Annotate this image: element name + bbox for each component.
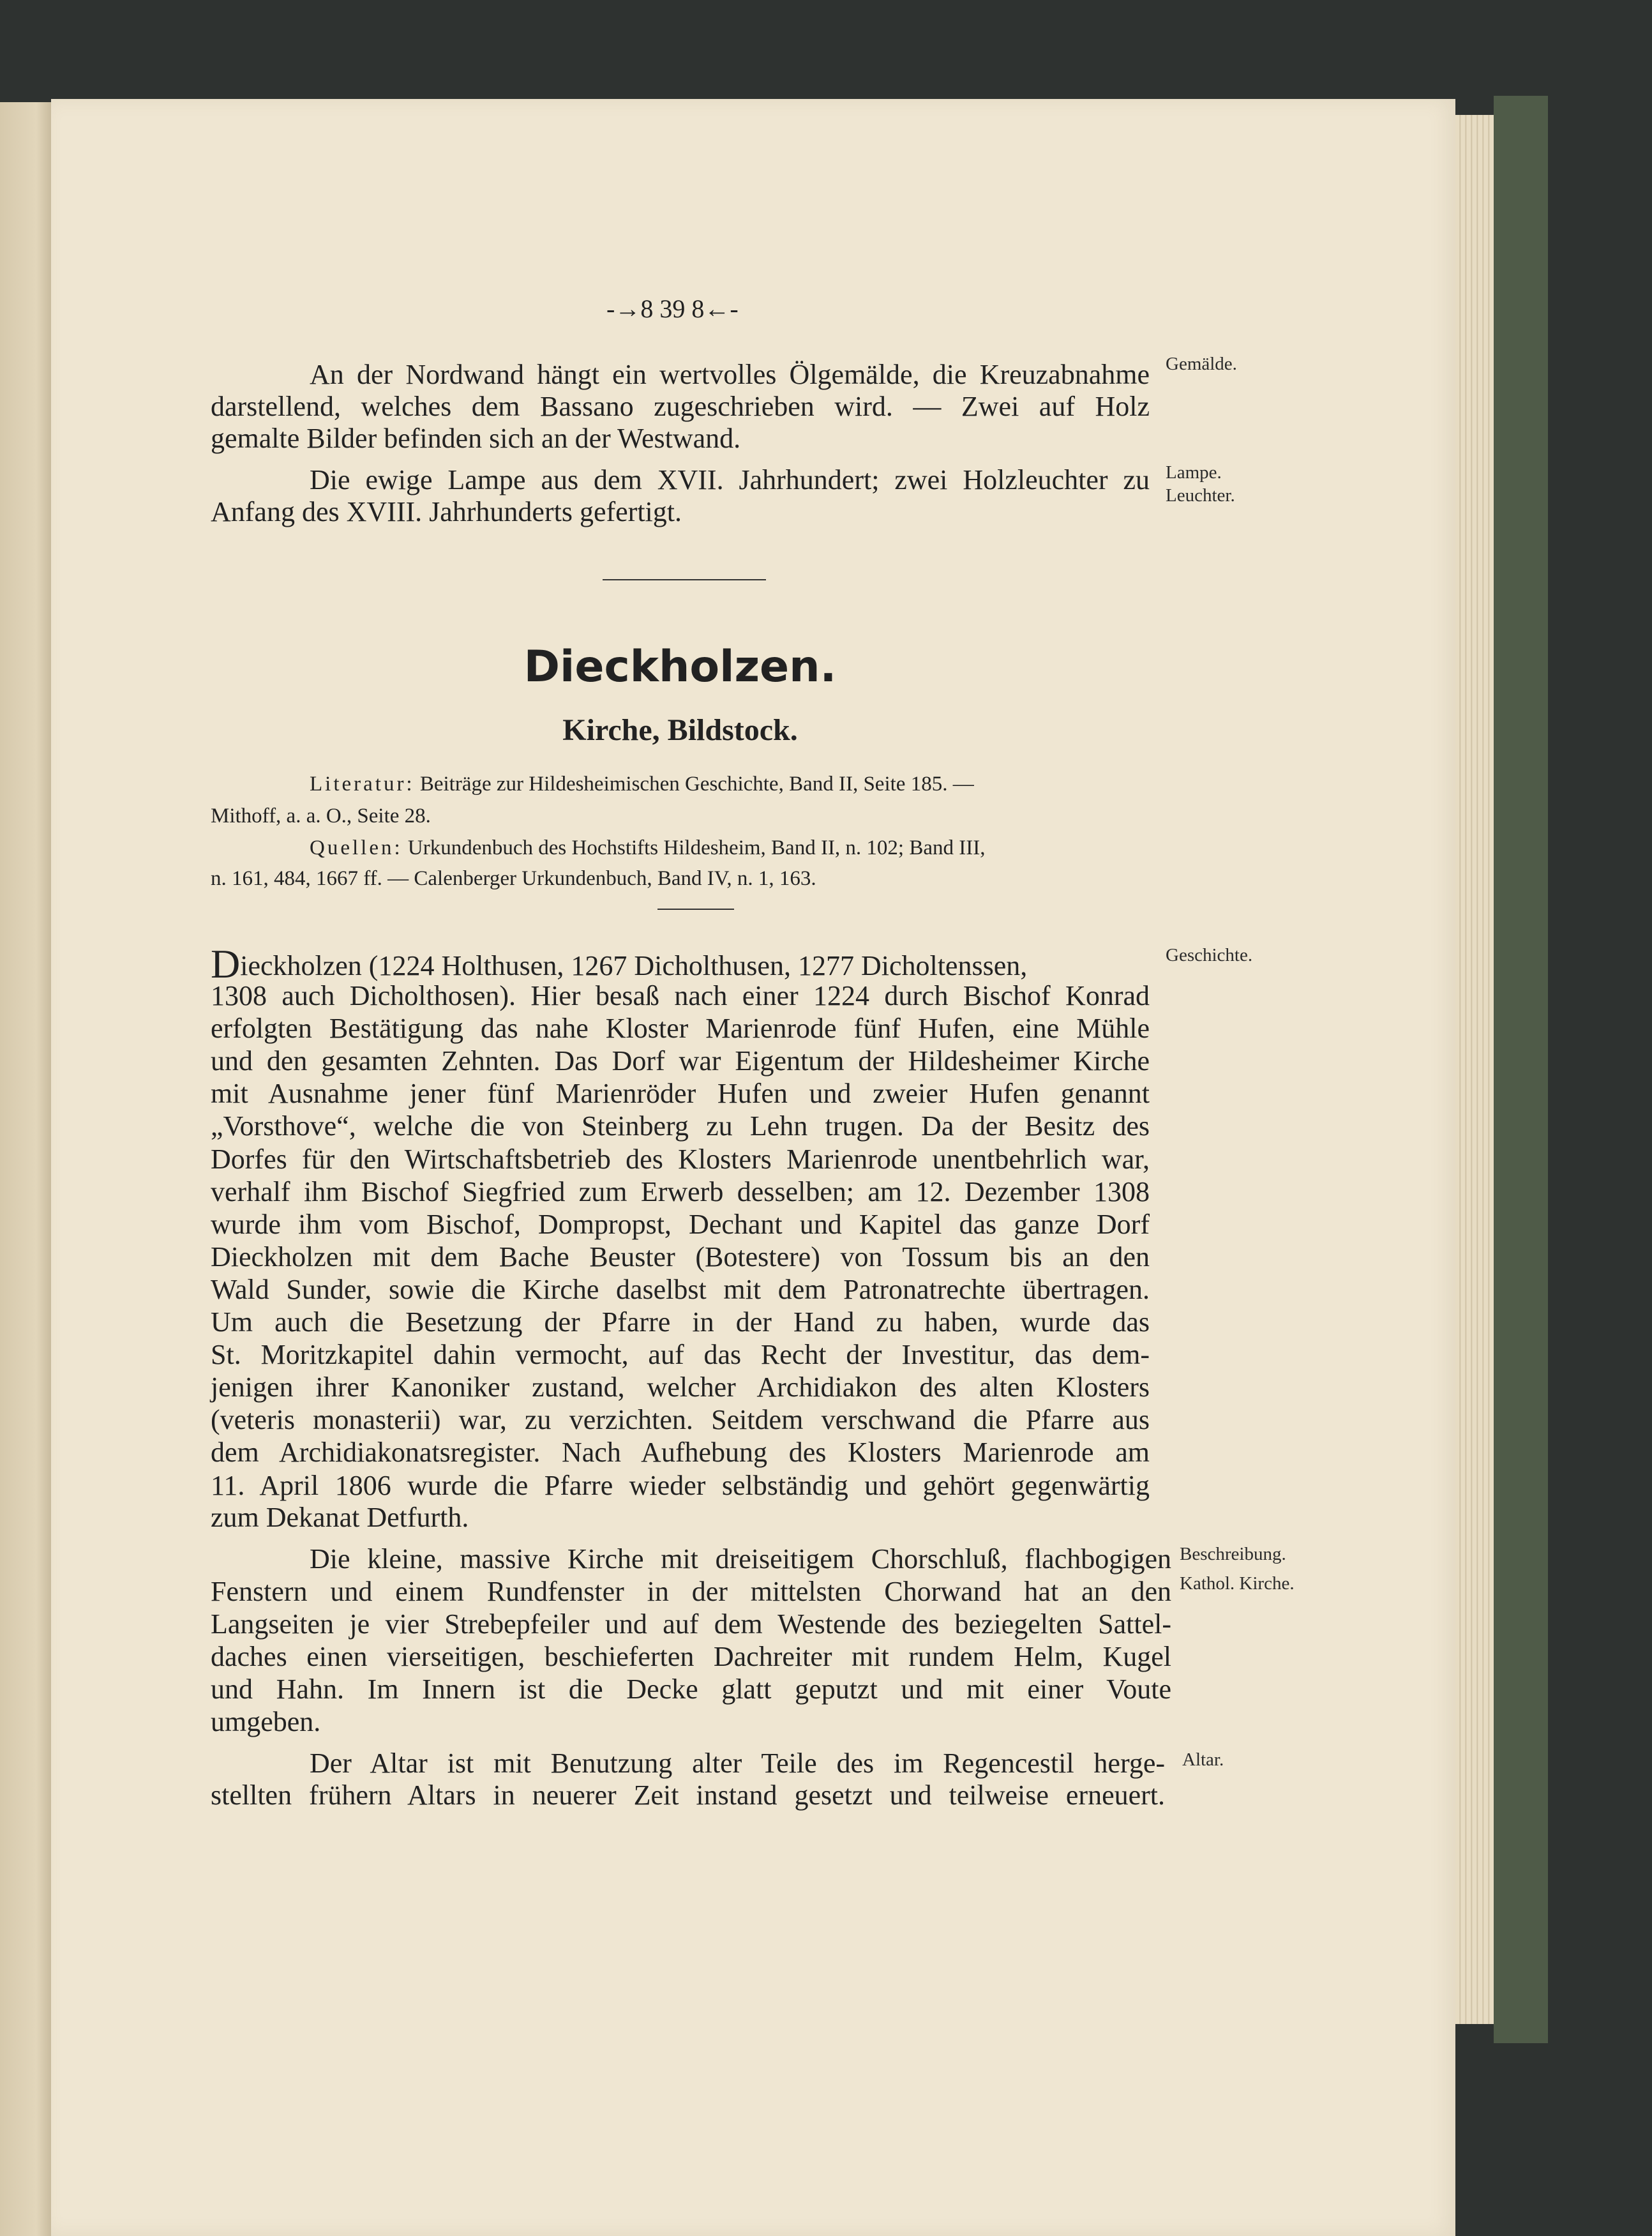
page-block-edges	[1455, 115, 1494, 2024]
page-title: Dieckholzen.	[523, 642, 837, 692]
quellen-line-2: n. 161, 484, 1667 ff. — Calenberger Urkundenbuch, Band IV, n. 1, 163.	[211, 867, 816, 890]
intro-line-5: Anfang des XVIII. Jahrhunderts gefertigt.	[211, 496, 682, 527]
beschreibung-line: Fenstern und einem Rundfenster in der mittelsten Chorwand hat an den	[211, 1576, 1171, 1607]
literatur-label: Literatur:	[310, 773, 415, 796]
quellen-text: Urkundenbuch des Hochstifts Hildesheim, Band II, n. 102; Band III,	[407, 836, 986, 859]
intro-line-4: Die ewige Lampe aus dem XVII. Jahrhundert; zwei Holzleuchter zu	[310, 464, 1150, 495]
literatur-line-2: Mithoff, a. a. O., Seite 28.	[211, 805, 431, 827]
margin-note-gemaelde: Gemälde.	[1166, 354, 1237, 374]
section-divider	[603, 579, 766, 580]
page-number: -→8 39 8←-	[606, 294, 739, 323]
geschichte-line: dem Archidiakonatsregister. Nach Aufhebung des Klosters Marienrode am	[211, 1437, 1150, 1469]
altar-line-1: Der Altar ist mit Benutzung alter Teile des im Regencestil herge-	[310, 1748, 1165, 1779]
drop-cap: D	[211, 941, 241, 986]
margin-note-geschichte: Geschichte.	[1166, 945, 1253, 965]
geschichte-line: St. Moritzkapitel dahin vermocht, auf das Recht der Investitur, das dem-	[211, 1339, 1150, 1371]
geschichte-last-line: zum Dekanat Detfurth.	[211, 1502, 469, 1533]
geschichte-line: jenigen ihrer Kanoniker zustand, welcher Archidiakon des alten Klosters	[211, 1371, 1150, 1403]
intro-line-1: An der Nordwand hängt ein wertvolles Ölgemälde, die Kreuzabnahme	[310, 359, 1150, 390]
geschichte-line: 11. April 1806 wurde die Pfarre wieder selbständig und gehört gegenwärtig	[211, 1469, 1150, 1501]
altar-line-2: stellten frühern Altars in neuerer Zeit instand gesetzt und teilweise erneuert.	[211, 1779, 1165, 1811]
geschichte-line: Wald Sunder, sowie die Kirche daselbst mit dem Patronatrechte übertragen.	[211, 1273, 1150, 1305]
geschichte-line: verhalf ihm Bischof Siegfried zum Erwerb desselben; am 12. Dezember 1308	[211, 1175, 1150, 1207]
beschreibung-line: Die kleine, massive Kirche mit dreiseitigem Chorschluß, flachbogigen	[310, 1543, 1171, 1575]
geschichte-line: Dieckholzen mit dem Bache Beuster (Botestere) von Tossum bis an den	[211, 1241, 1150, 1273]
literatur-text: Beiträge zur Hildesheimischen Geschichte, Band II, Seite 185. —	[419, 773, 974, 796]
geschichte-line: und den gesamten Zehnten. Das Dorf war Eigentum der Hildesheimer Kirche	[211, 1045, 1150, 1077]
beschreibung-line: und Hahn. Im Innern ist die Decke glatt geputzt und mit einer Voute	[211, 1673, 1171, 1705]
margin-note-lampe: Lampe.	[1166, 462, 1222, 483]
geschichte-line-1	[211, 941, 1150, 986]
geschichte-first-line: ieckholzen (1224 Holthusen, 1267 Dicholthusen, 1277 Dicholtenssen,	[240, 950, 1028, 981]
quellen-label: Quellen:	[310, 836, 403, 859]
margin-note-beschreibung: Beschreibung.	[1180, 1544, 1286, 1564]
literatur-line-1	[310, 771, 974, 797]
margin-note-leuchter: Leuchter.	[1166, 485, 1235, 506]
section-divider-small	[657, 909, 734, 910]
page-subtitle: Kirche, Bildstock.	[562, 713, 798, 747]
margin-note-kathol-kirche: Kathol. Kirche.	[1180, 1573, 1295, 1594]
geschichte-line: 1308 auch Dicholthosen). Hier besaß nach einer 1224 durch Bischof Konrad	[211, 980, 1150, 1011]
beschreibung-last-line: umgeben.	[211, 1706, 321, 1737]
geschichte-line: „Vorsthove“, welche die von Steinberg zu Lehn trugen. Da der Besitz des	[211, 1110, 1150, 1142]
intro-line-3: gemalte Bilder befinden sich an der Westwand.	[211, 423, 741, 454]
geschichte-line: erfolgten Bestätigung das nahe Kloster Marienrode fünf Hufen, eine Mühle	[211, 1013, 1150, 1045]
margin-note-altar: Altar.	[1182, 1749, 1224, 1770]
geschichte-line: wurde ihm vom Bischof, Dompropst, Dechant und Kapitel das ganze Dorf	[211, 1208, 1150, 1240]
geschichte-line: Dorfes für den Wirtschaftsbetrieb des Klosters Marienrode unentbehrlich war,	[211, 1143, 1150, 1175]
beschreibung-line: Langseiten je vier Strebepfeiler und auf dem Westende des beziegelten Sattel-	[211, 1608, 1171, 1640]
geschichte-line: Um auch die Besetzung der Pfarre in der Hand zu haben, wurde das	[211, 1306, 1150, 1338]
beschreibung-line: daches einen vierseitigen, beschieferten Dachreiter mit rundem Helm, Kugel	[211, 1641, 1171, 1672]
quellen-line-1	[310, 835, 985, 861]
book-cover	[1494, 96, 1548, 2043]
geschichte-line: (veteris monasterii) war, zu verzichten. Seitdem verschwand die Pfarre aus	[211, 1404, 1150, 1436]
geschichte-line: mit Ausnahme jener fünf Marienröder Hufen und zweier Hufen genannt	[211, 1078, 1150, 1110]
intro-line-2: darstellend, welches dem Bassano zugeschrieben wird. — Zwei auf Holz	[211, 391, 1150, 422]
